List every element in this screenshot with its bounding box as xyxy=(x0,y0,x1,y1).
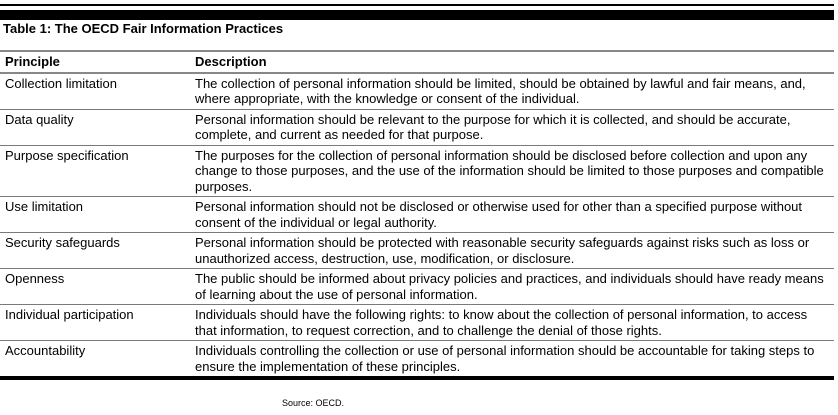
top-rule xyxy=(0,4,834,6)
oecd-practices-table xyxy=(0,50,834,380)
description-cell: The collection of personal information should be limited, should be obtained by lawful and fair means, and, where appropriate, with the knowledge or consent of the individual. xyxy=(195,75,806,106)
source-note: Source: OECD. xyxy=(282,398,345,408)
table-header-row xyxy=(0,52,834,74)
description-cell: Personal information should be relevant to the purpose for which it is collected, and should be accurate, complete, and current as needed for that purpose. xyxy=(195,111,791,142)
table-title: Table 1: The OECD Fair Information Practices xyxy=(3,21,284,36)
description-cell: Personal information should be protected with reasonable security safeguards against risks such as loss or unauthorized access, destruction, use, modification, or disclosure. xyxy=(195,235,810,266)
table-row xyxy=(0,305,834,341)
principle-cell: Security safeguards xyxy=(5,235,120,250)
description-cell: The purposes for the collection of personal information should be disclosed before collection and upon any change to those purposes, and the use of the information should be limited to those purposes and compatible purposes. xyxy=(195,147,824,194)
table-row xyxy=(0,269,834,305)
table-row xyxy=(0,233,834,269)
principle-cell: Accountability xyxy=(5,343,86,358)
description-cell: Individuals should have the following rights: to know about the collection of personal information, to access that information, to request correction, and to challenge the denial of those rights. xyxy=(195,307,808,338)
table-row xyxy=(0,146,834,198)
principle-cell: Data quality xyxy=(5,111,74,127)
column-header-principle: Principle xyxy=(5,54,60,69)
table-row xyxy=(0,197,834,233)
principle-cell: Use limitation xyxy=(5,199,84,214)
table-row xyxy=(0,74,834,110)
description-cell: Personal information should not be disclosed or otherwise used for other than a specified purpose without consent of the individual or legal authority. xyxy=(195,199,803,230)
top-thick-bar xyxy=(0,10,834,20)
principle-cell: Collection limitation xyxy=(5,75,117,91)
principle-cell: Purpose specification xyxy=(5,147,129,163)
principle-cell: Openness xyxy=(5,271,65,286)
table-row xyxy=(0,110,834,146)
table-row xyxy=(0,341,834,376)
bottom-thick-rule xyxy=(0,376,834,380)
column-header-description: Description xyxy=(195,54,267,69)
principle-cell: Individual participation xyxy=(5,307,134,322)
description-cell: Individuals controlling the collection or use of personal information should be accountable for taking steps to ensure the implementation of these principles. xyxy=(195,343,815,374)
description-cell: The public should be informed about privacy policies and practices, and individuals should have ready means of learning about the use of personal information. xyxy=(195,271,824,302)
